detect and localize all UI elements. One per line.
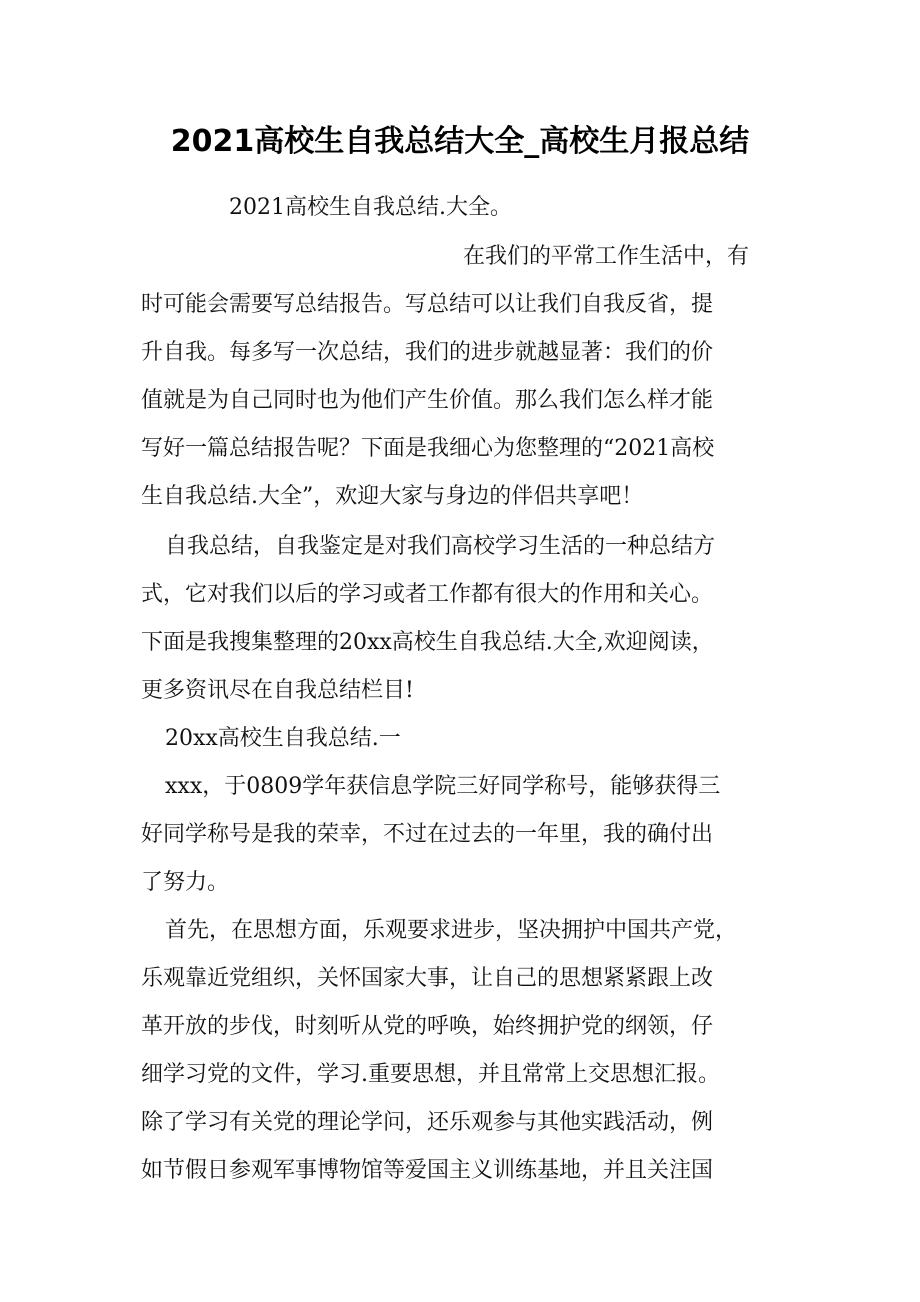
subtitle-line: 2021高校生自我总结.大全。 [229,195,512,220]
paragraph-line: 细学习党的文件，学习.重要思想，并且常常上交思想汇报。 [141,1062,720,1087]
paragraph-line: 除了学习有关党的理论学问，还乐观参与其他实践活动，例 [141,1110,714,1135]
paragraph-line: 自我总结，自我鉴定是对我们高校学习生活的一种总结方 [165,534,716,559]
paragraph-line: 下面是我搜集整理的20xx高校生自我总结.大全,欢迎阅读， [141,630,714,655]
section-heading: 20xx高校生自我总结.一 [165,726,401,751]
paragraph-line: 时可能会需要写总结报告。写总结可以让我们自我反省，提 [141,292,714,317]
paragraph-line: 革开放的步伐，时刻听从党的呼唤，始终拥护党的纲领，仔 [141,1014,714,1039]
paragraph-line: 在我们的平常工作生活中，有 [463,244,750,269]
paragraph-line: 式，它对我们以后的学习或者工作都有很大的作用和关心。 [141,582,714,607]
paragraph-line: 更多资讯尽在自我总结栏目! [141,678,414,703]
paragraph-line: 首先，在思想方面，乐观要求进步，坚决拥护中国共产党， [165,918,738,943]
paragraph-line: 好同学称号是我的荣幸，不过在过去的一年里，我的确付出 [141,822,714,847]
document-title: 2021高校生自我总结大全_高校生月报总结 [170,124,750,159]
paragraph-line: 写好一篇总结报告呢？下面是我细心为您整理的“2021高校 [141,436,715,461]
paragraph-line: xxx，于0809学年获信息学院三好同学称号，能够获得三 [165,774,721,799]
paragraph-line: 乐观靠近党组织，关怀国家大事，让自己的思想紧紧跟上改 [141,966,714,991]
paragraph-line: 了努力。 [141,870,230,895]
paragraph-line: 值就是为自己同时也为他们产生价值。那么我们怎么样才能 [141,388,714,413]
paragraph-line: 如节假日参观军事博物馆等爱国主义训练基地，并且关注国 [141,1158,714,1183]
paragraph-line: 生自我总结.大全”，欢迎大家与身边的伴侣共享吧！ [141,484,644,509]
paragraph-line: 升自我。每多写一次总结，我们的进步就越显著：我们的价 [141,340,714,365]
